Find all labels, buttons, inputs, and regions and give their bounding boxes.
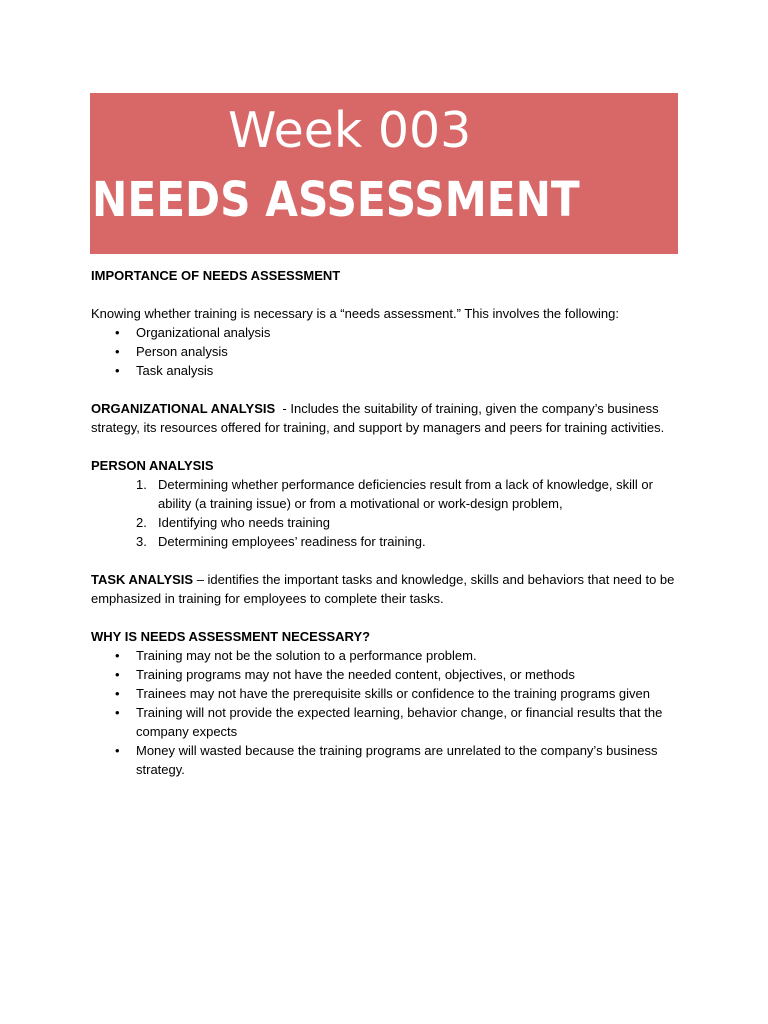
list-item <box>91 361 686 380</box>
importance-heading: IMPORTANCE OF NEEDS ASSESSMENT <box>91 268 341 283</box>
task-text: – identifies the important tasks and knowledge, skills and behaviors that need to be emphasized in training for employees to complete their tasks. <box>91 572 679 606</box>
organizational-text: - Includes the suitability of training, given the company’s business strategy, its resources offered for training, and support by managers and peers for training activities. <box>91 401 665 435</box>
list-item-text: Determining employees’ readiness for training. <box>158 534 426 549</box>
list-item-text: Training may not be the solution to a performance problem. <box>136 648 477 663</box>
list-item-text: Money will wasted because the training programs are unrelated to the company’s business strategy. <box>136 743 658 777</box>
person-heading: PERSON ANALYSIS <box>91 458 214 473</box>
list-item <box>91 646 686 665</box>
list-item <box>91 741 686 779</box>
spacer <box>91 380 686 399</box>
list-number: 2. <box>136 515 147 530</box>
list-number: 3. <box>136 534 147 549</box>
why-list <box>91 646 686 779</box>
list-item <box>91 342 686 361</box>
bullet-icon: • <box>115 648 120 663</box>
banner-title: Week 003 <box>228 102 472 159</box>
organizational-paragraph <box>91 399 686 437</box>
task-paragraph <box>91 570 686 608</box>
spacer <box>91 551 686 570</box>
list-item <box>91 665 686 684</box>
bullet-icon: • <box>115 705 120 720</box>
document-body <box>91 266 686 779</box>
bullet-icon: • <box>115 743 120 758</box>
person-list <box>91 475 686 551</box>
list-item <box>91 532 686 551</box>
organizational-heading: ORGANIZATIONAL ANALYSIS <box>91 401 276 416</box>
list-item-text: Determining whether performance deficiencies result from a lack of knowledge, skill or ability (a training issue) or from a motivational or work-design problem, <box>158 477 653 511</box>
task-heading: TASK ANALYSIS <box>91 572 194 587</box>
bullet-icon: • <box>115 667 120 682</box>
list-item <box>91 703 686 741</box>
bullet-icon: • <box>115 344 120 359</box>
banner-subtitle: NEEDS ASSESSMENT <box>92 172 580 228</box>
list-item <box>91 684 686 703</box>
list-item-text: Training programs may not have the needed content, objectives, or methods <box>136 667 575 682</box>
list-item-text: Training will not provide the expected learning, behavior change, or financial results that the company expects <box>136 705 663 739</box>
list-item-text: Trainees may not have the prerequisite skills or confidence to the training programs given <box>136 686 651 701</box>
importance-intro: Knowing whether training is necessary is a “needs assessment.” This involves the following: <box>91 306 619 321</box>
why-heading: WHY IS NEEDS ASSESSMENT NECESSARY? <box>91 629 371 644</box>
spacer <box>91 437 686 456</box>
list-item-text: Organizational analysis <box>136 325 271 340</box>
bullet-icon: • <box>115 686 120 701</box>
spacer <box>91 608 686 627</box>
title-banner <box>90 93 678 254</box>
list-number: 1. <box>136 477 147 492</box>
list-item-text: Identifying who needs training <box>158 515 331 530</box>
bullet-icon: • <box>115 325 120 340</box>
list-item <box>91 513 686 532</box>
list-item <box>91 323 686 342</box>
list-item-text: Task analysis <box>136 363 214 378</box>
spacer <box>91 285 686 304</box>
bullet-icon: • <box>115 363 120 378</box>
list-item <box>91 475 686 513</box>
list-item-text: Person analysis <box>136 344 228 359</box>
importance-list <box>91 323 686 380</box>
